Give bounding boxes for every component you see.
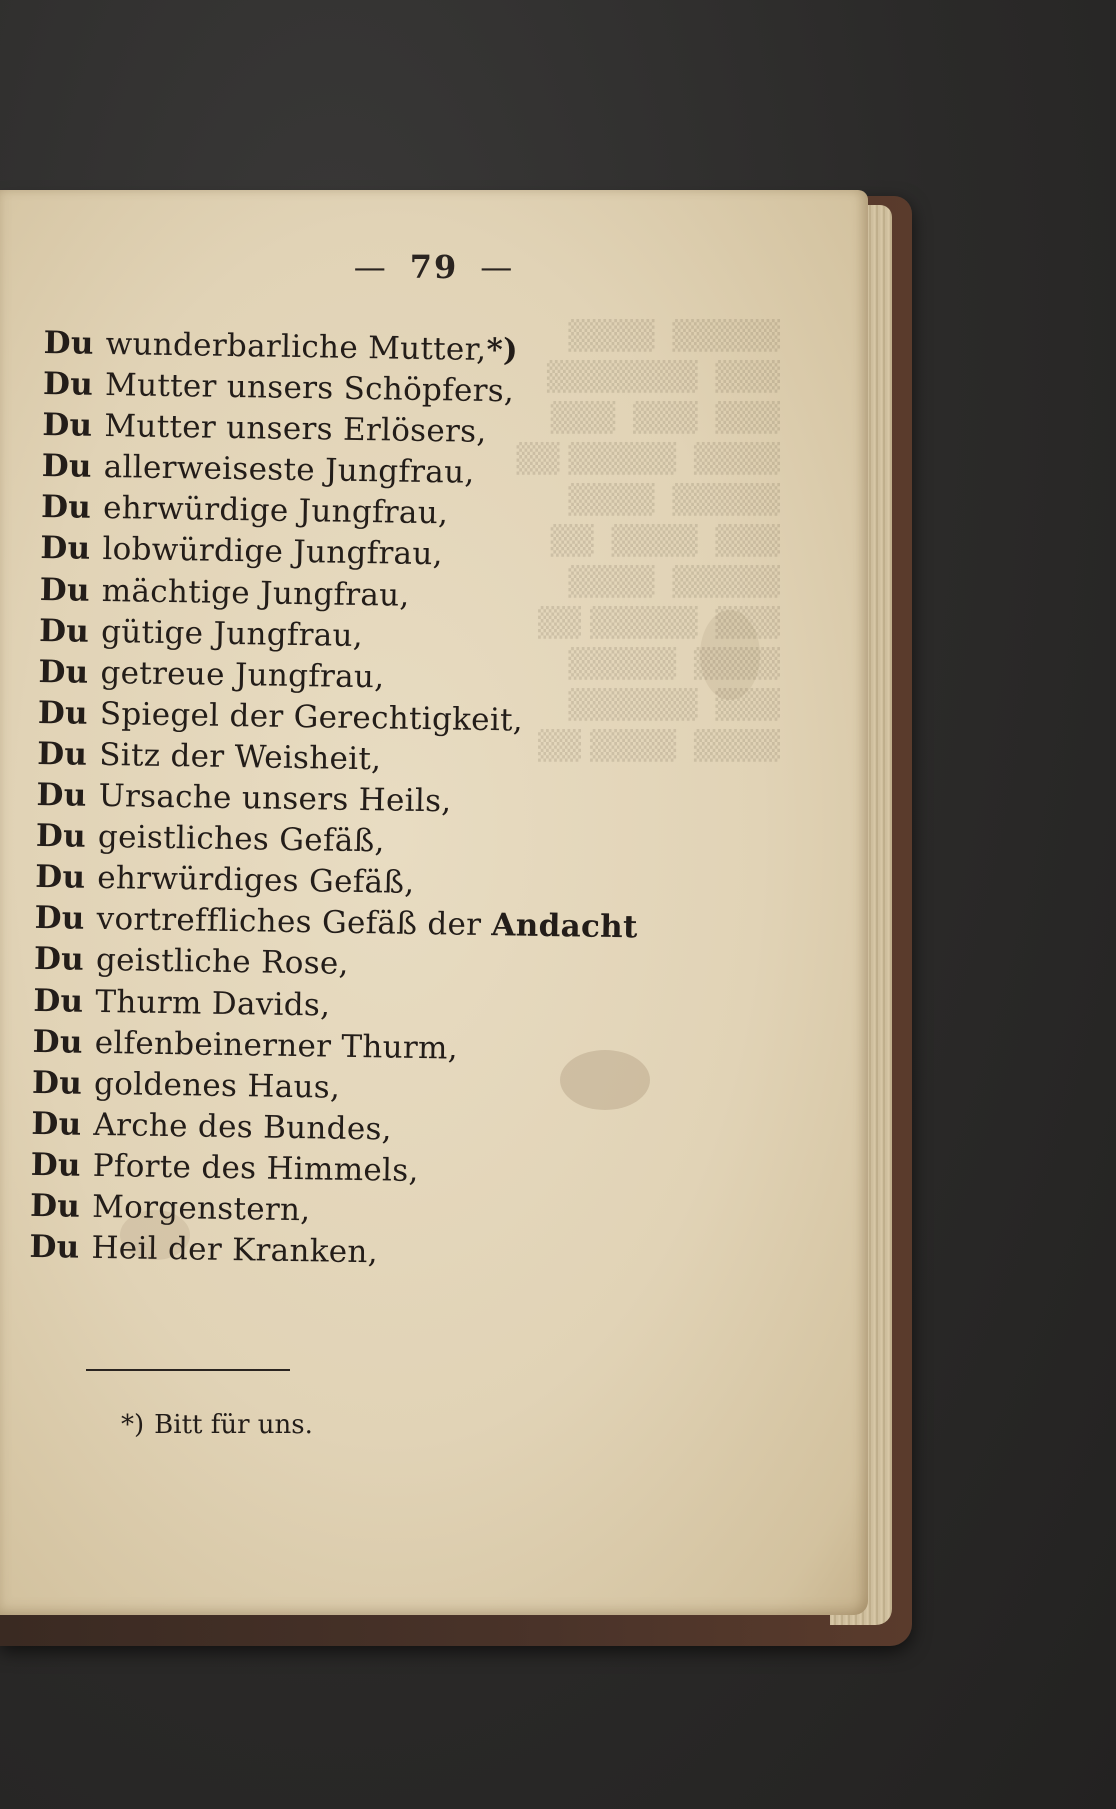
- invocation-word: Du: [36, 735, 88, 773]
- invocation-word: Du: [41, 448, 93, 486]
- invocation-word: Du: [42, 366, 94, 403]
- invocation-text: geistliches Gefäß,: [97, 819, 385, 860]
- invocation-word: Du: [32, 1023, 84, 1061]
- invocation-word: Du: [31, 1064, 83, 1102]
- invocation-text: gütige Jungfrau,: [100, 613, 364, 654]
- invocation-word: Du: [35, 818, 87, 855]
- invocation-tail-word: Andacht: [491, 907, 638, 946]
- invocation-text: ehrwürdiges Gefäß,: [97, 860, 415, 902]
- invocation-word: Du: [39, 571, 91, 609]
- footnote-text: Bitt für uns.: [154, 1410, 313, 1440]
- invocation-word: Du: [31, 1105, 82, 1143]
- invocation-text: Morgenstern,: [91, 1188, 311, 1229]
- invocation-word: Du: [29, 1228, 80, 1266]
- invocation-text: geistliche Rose,: [95, 942, 350, 983]
- invocation-text: Mutter unsers Erlösers,: [104, 408, 487, 451]
- page-number-dash-left: —: [353, 248, 388, 286]
- page-number-value: 79: [409, 248, 459, 286]
- invocation-text: goldenes Haus,: [93, 1065, 341, 1106]
- invocation-word: Du: [30, 1146, 82, 1184]
- invocation-text: Arche des Bundes,: [93, 1106, 393, 1148]
- footnote-marker: *): [121, 1410, 145, 1440]
- invocation-word: Du: [42, 407, 93, 444]
- invocation-word: Du: [37, 694, 89, 732]
- footnote-divider: [86, 1369, 290, 1371]
- invocation-word: Du: [33, 982, 84, 1020]
- invocation-word: Du: [35, 859, 86, 896]
- invocation-text: Thurm Davids,: [95, 983, 331, 1024]
- invocation-text: Pforte des Himmels,: [92, 1147, 419, 1189]
- page-number: [0, 248, 868, 286]
- footnote: [121, 1410, 313, 1440]
- invocation-word: Du: [40, 530, 91, 568]
- invocation-word: Du: [43, 324, 94, 362]
- invocation-text: vortreffliches Gefäß der: [96, 901, 482, 944]
- page-number-dash-right: —: [480, 248, 515, 286]
- invocation-word: Du: [38, 653, 89, 691]
- bleed-through-text: ▒▒▒▒▒ ▒▒▒▒ ▒▒▒ ▒▒▒▒▒▒▒ ▒▒▒ ▒▒▒ ▒▒▒ ▒▒▒▒ ▒▒▒▒▒ ▒▒ ▒▒▒▒▒ ▒▒▒▒ ▒▒▒ ▒▒▒▒ ▒▒ ▒▒▒▒▒ ▒▒▒▒ ▒▒▒ ▒▒▒▒▒ ▒▒ ▒▒▒▒ ▒▒▒▒▒ ▒▒▒ ▒▒▒▒▒▒ ▒▒▒▒ ▒▒▒▒ ▒▒: [516, 319, 780, 762]
- invocation-text: Spiegel der Gerechtigkeit,: [99, 695, 524, 739]
- invocation-text: ehrwürdige Jungfrau,: [102, 490, 449, 532]
- invocation-word: Du: [29, 1187, 81, 1225]
- invocation-text: lobwürdige Jungfrau,: [102, 531, 444, 573]
- invocation-text: mächtige Jungfrau,: [101, 572, 410, 614]
- invocation-word: Du: [40, 489, 92, 527]
- invocation-text: Heil der Kranken,: [91, 1229, 379, 1271]
- invocation-text: Ursache unsers Heils,: [98, 777, 452, 820]
- invocation-word: Du: [34, 900, 85, 938]
- invocation-text: elfenbeinerner Thurm,: [94, 1024, 459, 1067]
- invocation-word: Du: [38, 612, 90, 650]
- invocation-text: wunderbarliche Mutter,: [105, 325, 487, 368]
- invocation-word: Du: [36, 776, 87, 814]
- litany-list: [29, 323, 647, 1278]
- invocation-text: Mutter unsers Schöpfers,: [104, 367, 515, 410]
- invocation-word: Du: [33, 941, 85, 979]
- invocation-text: allerweiseste Jungfrau,: [103, 449, 475, 492]
- footnote-reference: *): [486, 331, 519, 369]
- invocation-text: Sitz der Weisheit,: [98, 736, 382, 778]
- invocation-text: getreue Jungfrau,: [100, 654, 385, 696]
